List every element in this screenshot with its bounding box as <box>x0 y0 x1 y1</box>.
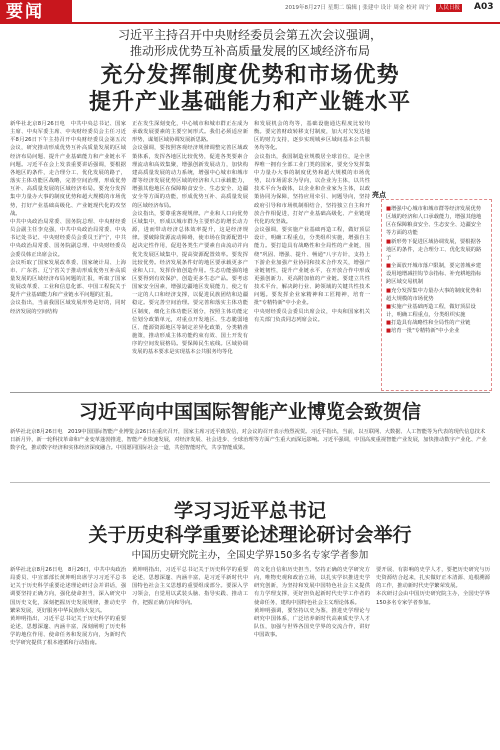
article1-subtitle-line2: 推动形成优势互补高质量发展的区域经济布局 <box>129 44 370 58</box>
bullet-icon: ■ <box>386 303 392 310</box>
page-number: A03 <box>474 2 494 12</box>
sidebar-item: ■实施产业基础再造工程，做好顶层设计，明确工程重点，分类组织实施 <box>386 303 476 319</box>
article1-column-3: 和发展机会的均等，基础设施通达程度比较均衡。要完善财政转移支付制度，加大对欠发达地区的财力支持，逐步实现城乡区域间基本公共服务均等化。 会议指出，我国制造业规模居全球首位，是全世界唯一拥有全部工业门类的国家，要充分发挥集中力量办大事的制度优势和超大规模的市场优势，以市场需求为导向，以企业为主体，以共性技术平台为载体，以企业和企业家为主体，以政策协同为保障，坚持应用牵引、问题导向，坚持政府引导和市场机制相结合，坚持独立自主和开放合作相促进，打好产业基础高级化、产业链现代化的攻坚战。 会议强调，要实施产业基础再造工程，做好顶层设计，明确工程重点，分类组织实施，增强自主能力。要打造具有战略性和全局性的产业链，围绕"巩固、增强、提升、畅通"八字方针，支持上下游企业加强产业协同和技术合作攻关，增强产业链韧性，提升产业链水平，在开放合作中形成更强创新力、更高附加值的产业链。要建立共性技术平台，解决跨行业、跨领域的关键共性技术问题。要发挥企业家精神和工匠精神，培育一批"专精特新"中小企业。 中央财经委员会委员出席会议，中央和国家机关有关部门负责同志列席会议。 <box>254 121 370 323</box>
sidebar-label: 亮点 <box>372 191 386 199</box>
article1-column-2: 正在发生深刻变化，中心城市和城市群正在成为承载发展要素的主要空间形式。我们必须适应新形势，谋划区域协调发展新思路。 会议强调，要按照客观经济规律调整完善区域政策体系，发挥各地区比较优势，促进各类要素合理流动和高效集聚，增强创新发展动力，加快构建高质量发展的动力系统，增强中心城市和城市群等经济发展优势区域的经济和人口承载能力，增强其他地区在保障粮食安全、生态安全、边疆安全等方面的功能，形成优势互补、高质量发展的区域经济布局。 会议指出，要尊重客观规律。产业和人口向优势区域集中，形成以城市群为主要形态的增长动力源，进而带动经济总体效率提升，这是经济规律。要破除资源流动障碍，使市场在资源配置中起决定性作用，促进各类生产要素自由流动并向优先发展区域集中，提高资源配置效率。要发挥比较优势。经济发展条件好的地区要承载更多产业和人口，发挥价值创造作用。生态功能强的地区要得到有效保护，创造更多生态产品。要考虑国家安全因素，增强边疆地区发展能力，使之有一定的人口和经济支撑，以促进民族团结和边疆稳定。要完善空间治理。要完善和落实主体功能区制度，细化主体功能区划分，按照主体功能定位划分政策单元，对重点开发地区、生态脆弱地区、能源资源地区等制定差异化政策，分类精准施策，推动形成主体功能约束有效、国土开发有序的空间发展格局。要保障民生底线。区域协调发展的基本要求是实现基本公共服务均等化 <box>132 121 248 356</box>
sidebar-item: ■增强中心城市和城市群等经济发展优势区域的经济和人口承载能力，增强其他地区在保障粮食安全、生态安全、边疆安全等方面的功能 <box>386 206 482 237</box>
bullet-icon: ■ <box>386 206 392 212</box>
article1-subtitle-line1: 习近平主持召开中央财经委员会第五次会议强调， <box>117 28 382 42</box>
bullet-icon: ■ <box>386 320 392 327</box>
bullet-icon: ■ <box>386 287 392 294</box>
article3-title-line1: 学习习近平总书记 <box>173 500 326 522</box>
section-divider <box>10 392 490 393</box>
bullet-icon: ■ <box>386 263 392 270</box>
article1-title-line2: 提升产业基础能力和产业链水平 <box>88 90 411 115</box>
section-title: 要闻 <box>6 2 44 22</box>
bullet-icon: ■ <box>386 238 392 245</box>
header-tag: 人民日报 <box>438 5 461 11</box>
section-divider <box>10 482 490 483</box>
sidebar-item: ■打造具有战略性和全局性的产业链 <box>386 320 471 327</box>
sidebar-item: ■培育一批"专精特新"中小企业 <box>386 328 460 335</box>
article3-column-2: 黄坤明指出，习近平总书记关于历史科学的重要论述，思想深邃、内涵丰富，是习近平新时代中国特色社会主义思想的重要组成部分。要深入学习领会，自觉用以武装头脑、指导实践、推动工作，把握正确方向和导向。 <box>132 567 248 606</box>
article3-column-1: 新华社北京8月26日电 8月26日，中共中央政治局委员、中宣部部长黄坤明出席学习习近平总书记关于历史科学重要论述理论研讨会并讲话，强调要坚持正确方向，强化使命担当，深入研究中国历史文化，深刻把握历史发展规律，推动史学繁荣发展，更好服务中华民族伟大复兴。 黄坤明指出，习近平总书记关于历史科学的重要论述，思想深邃、内涵丰富，深刻阐明了历史科学的地位作用、使命任务和发展方向，为新时代史学研究提供了根本遵循和行动指南。 <box>10 567 126 647</box>
sidebar-list <box>386 205 486 336</box>
sidebar-item: ■新形势下促进区域协调发展，要根据各地区的条件，走合理分工、优化发展的路子 <box>386 238 482 261</box>
bullet-icon: ■ <box>386 328 392 335</box>
sidebar-item: ■全面放开城市落户限制，要完善城乡建设用地增减挂钩节余指标、补充耕地指标跨区域交易机制 <box>386 263 482 286</box>
article3-column-3: 的文化自信和历史担当，坚持正确的史学研究方向，唯物史观和政治立场，以扎实学识推进史学研究创新，为坚持和发展中国特色社会主义提供有力学理支撑，更好担负起新时代史学工作者的使命任务，建构中国特色社会主义理论体系。 黄坤明强调，要坚持以史为鉴，推进史学理论与研究中国体系，广泛培养新时代高素质史学人才队伍，加强与世界各国史学界的交流合作，讲好中国故事。 <box>254 567 370 639</box>
article1-title-line1: 充分发挥制度优势和市场优势 <box>100 63 400 88</box>
sidebar-item: ■充分发挥集中力量办大事的制度优势和超大规模的市场优势 <box>386 287 482 302</box>
article1-column-1: 新华社北京8月26日电 中共中央总书记、国家主席、中央军委主席、中央财经委员会主任习近平8月26日下午主持召开中央财经委员会第五次会议，研究推动形成优势互补高质量发展的区域经济布局问题、提升产业基础能力和产业链水平问题。习近平在会上发表重要讲话强调，要根据各地区的条件，走合理分工、优化发展的路子，落实主体功能区战略，完善空间治理，形成优势互补、高质量发展的区域经济布局。要充分发挥集中力量办大事的制度优势和超大规模的市场优势，打好产业基础高级化、产业链现代化的攻坚战。 中共中央政治局常委、国务院总理、中央财经委员会副主任李克强，中共中央政治局常委、中央书记处书记、中央财经委员会委员王沪宁，中共中央政治局常委、国务院副总理、中央财经委员会委员韩正出席会议。 会议听取了国家发展改革委、国家统计局、上海市、广东省、辽宁省关于推动形成优势互补高质量发展的区域经济布局问题的汇报，听取了国家发展改革委、工业和信息化部、中国工程院关于提升产业基础能力和产业链水平问题的汇报。 会议指出，当前我国区域发展形势是好的，同时经济发展的空间结构 <box>10 121 126 315</box>
article3-column-4: 要开展、有影响的史学人才，要把历史研究与历史资源结合起来，扎实做好正本清源、追根溯源的工作，推动新时代史学繁荣发展。 本次研讨会由中国历史研究院主办，全国史学界150多名专家学者参加。 <box>376 567 490 606</box>
article2-body: 新华社北京8月26日电 2019中国国际智能产业博览会26日在重庆召开，国家主席习近平致贺信，对会议的召开表示热烈祝贺。习近平指出，当前，以互联网、大数据、人工智能等为代表的现代信息技术日新月异，新一轮科技革命和产业变革蓬勃推进，智能产业快速发展，对经济发展、社会进步、全球治理等方面产生重大而深远影响。习近平强调，中国高度重视智能产业发展，加快推动数字产业化、产业数字化，推动数字经济和实体经济深度融合。中国愿同国际社会一道，共创智能时代，共享智能成果。 <box>10 429 487 452</box>
header-rule <box>0 22 500 24</box>
article3-subtitle: 中国历史研究院主办，全国史学界150多名专家学者参加 <box>131 550 369 561</box>
article2-title: 习近平向中国国际智能产业博览会致贺信 <box>78 401 421 423</box>
article3-title-line2: 关于历史科学重要论述理论研讨会举行 <box>88 524 412 546</box>
header-meta: 2019年8月27日 星期二 编辑 | 张建中 设计 周金 校对 周宁 <box>285 5 430 11</box>
